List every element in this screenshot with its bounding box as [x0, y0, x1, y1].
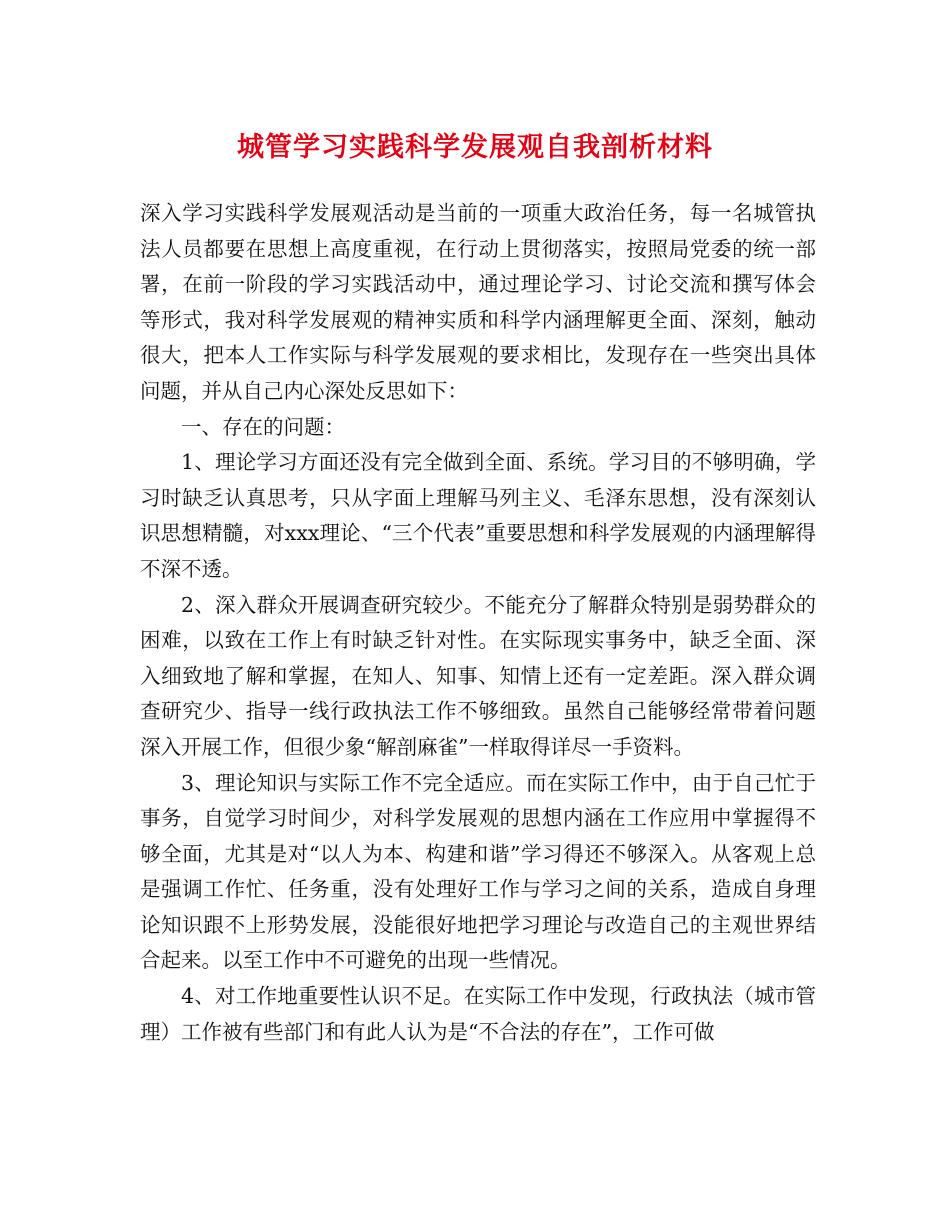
document-title: 城管学习实践科学发展观自我剖析材料 — [237, 132, 713, 163]
document-body — [140, 196, 816, 1050]
section-heading-problems: 一、存在的问题： — [181, 414, 345, 439]
paragraph-problem-2: 2、深入群众开展调查研究较少。不能充分了解群众特别是弱势群众的困难，以致在工作上有时缺乏针对性。在实际现实事务中，缺乏全面、深入细致地了解和掌握，在知人、知事、知情上还有一定差距。深入群众调查研究少、指导一线行政执法工作不够细致。虽然自己能够经常带着问题深入开展工作，但很少象“解剖麻雀”一样取得详尽一手资料。 — [140, 592, 816, 759]
paragraph-problem-3: 3、理论知识与实际工作不完全适应。而在实际工作中，由于自己忙于事务，自觉学习时间少，对科学发展观的思想内涵在工作应用中掌握得不够全面，尤其是对“以人为本、构建和谐”学习得还不够深入。从客观上总是强调工作忙、任务重，没有处理好工作与学习之间的关系，造成自身理论知识跟不上形势发展，没能很好地把学习理论与改造自己的主观世界结合起来。以至工作中不可避免的出现一些情况。 — [140, 770, 816, 973]
paragraph-intro: 深入学习实践科学发展观活动是当前的一项重大政治任务，每一名城管执法人员都要在思想上高度重视，在行动上贯彻落实，按照局党委的统一部署，在前一阶段的学习实践活动中，通过理论学习、讨论交流和撰写体会等形式，我对科学发展观的精神实质和科学内涵理解更全面、深刻，触动很大，把本人工作实际与科学发展观的要求相比，发现存在一些突出具体问题，并从自己内心深处反思如下： — [140, 201, 816, 403]
paragraph-problem-1: 1、理论学习方面还没有完全做到全面、系统。学习目的不够明确，学习时缺乏认真思考，只从字面上理解马列主义、毛泽东思想，没有深刻认识思想精髓，对xxx理论、“三个代表”重要思想和科学发展观的内涵理解得不深不透。 — [140, 450, 816, 581]
paragraph-problem-4: 4、对工作地重要性认识不足。在实际工作中发现，行政执法（城市管理）工作被有些部门和有此人认为是“不合法的存在”，工作可做 — [140, 984, 816, 1044]
